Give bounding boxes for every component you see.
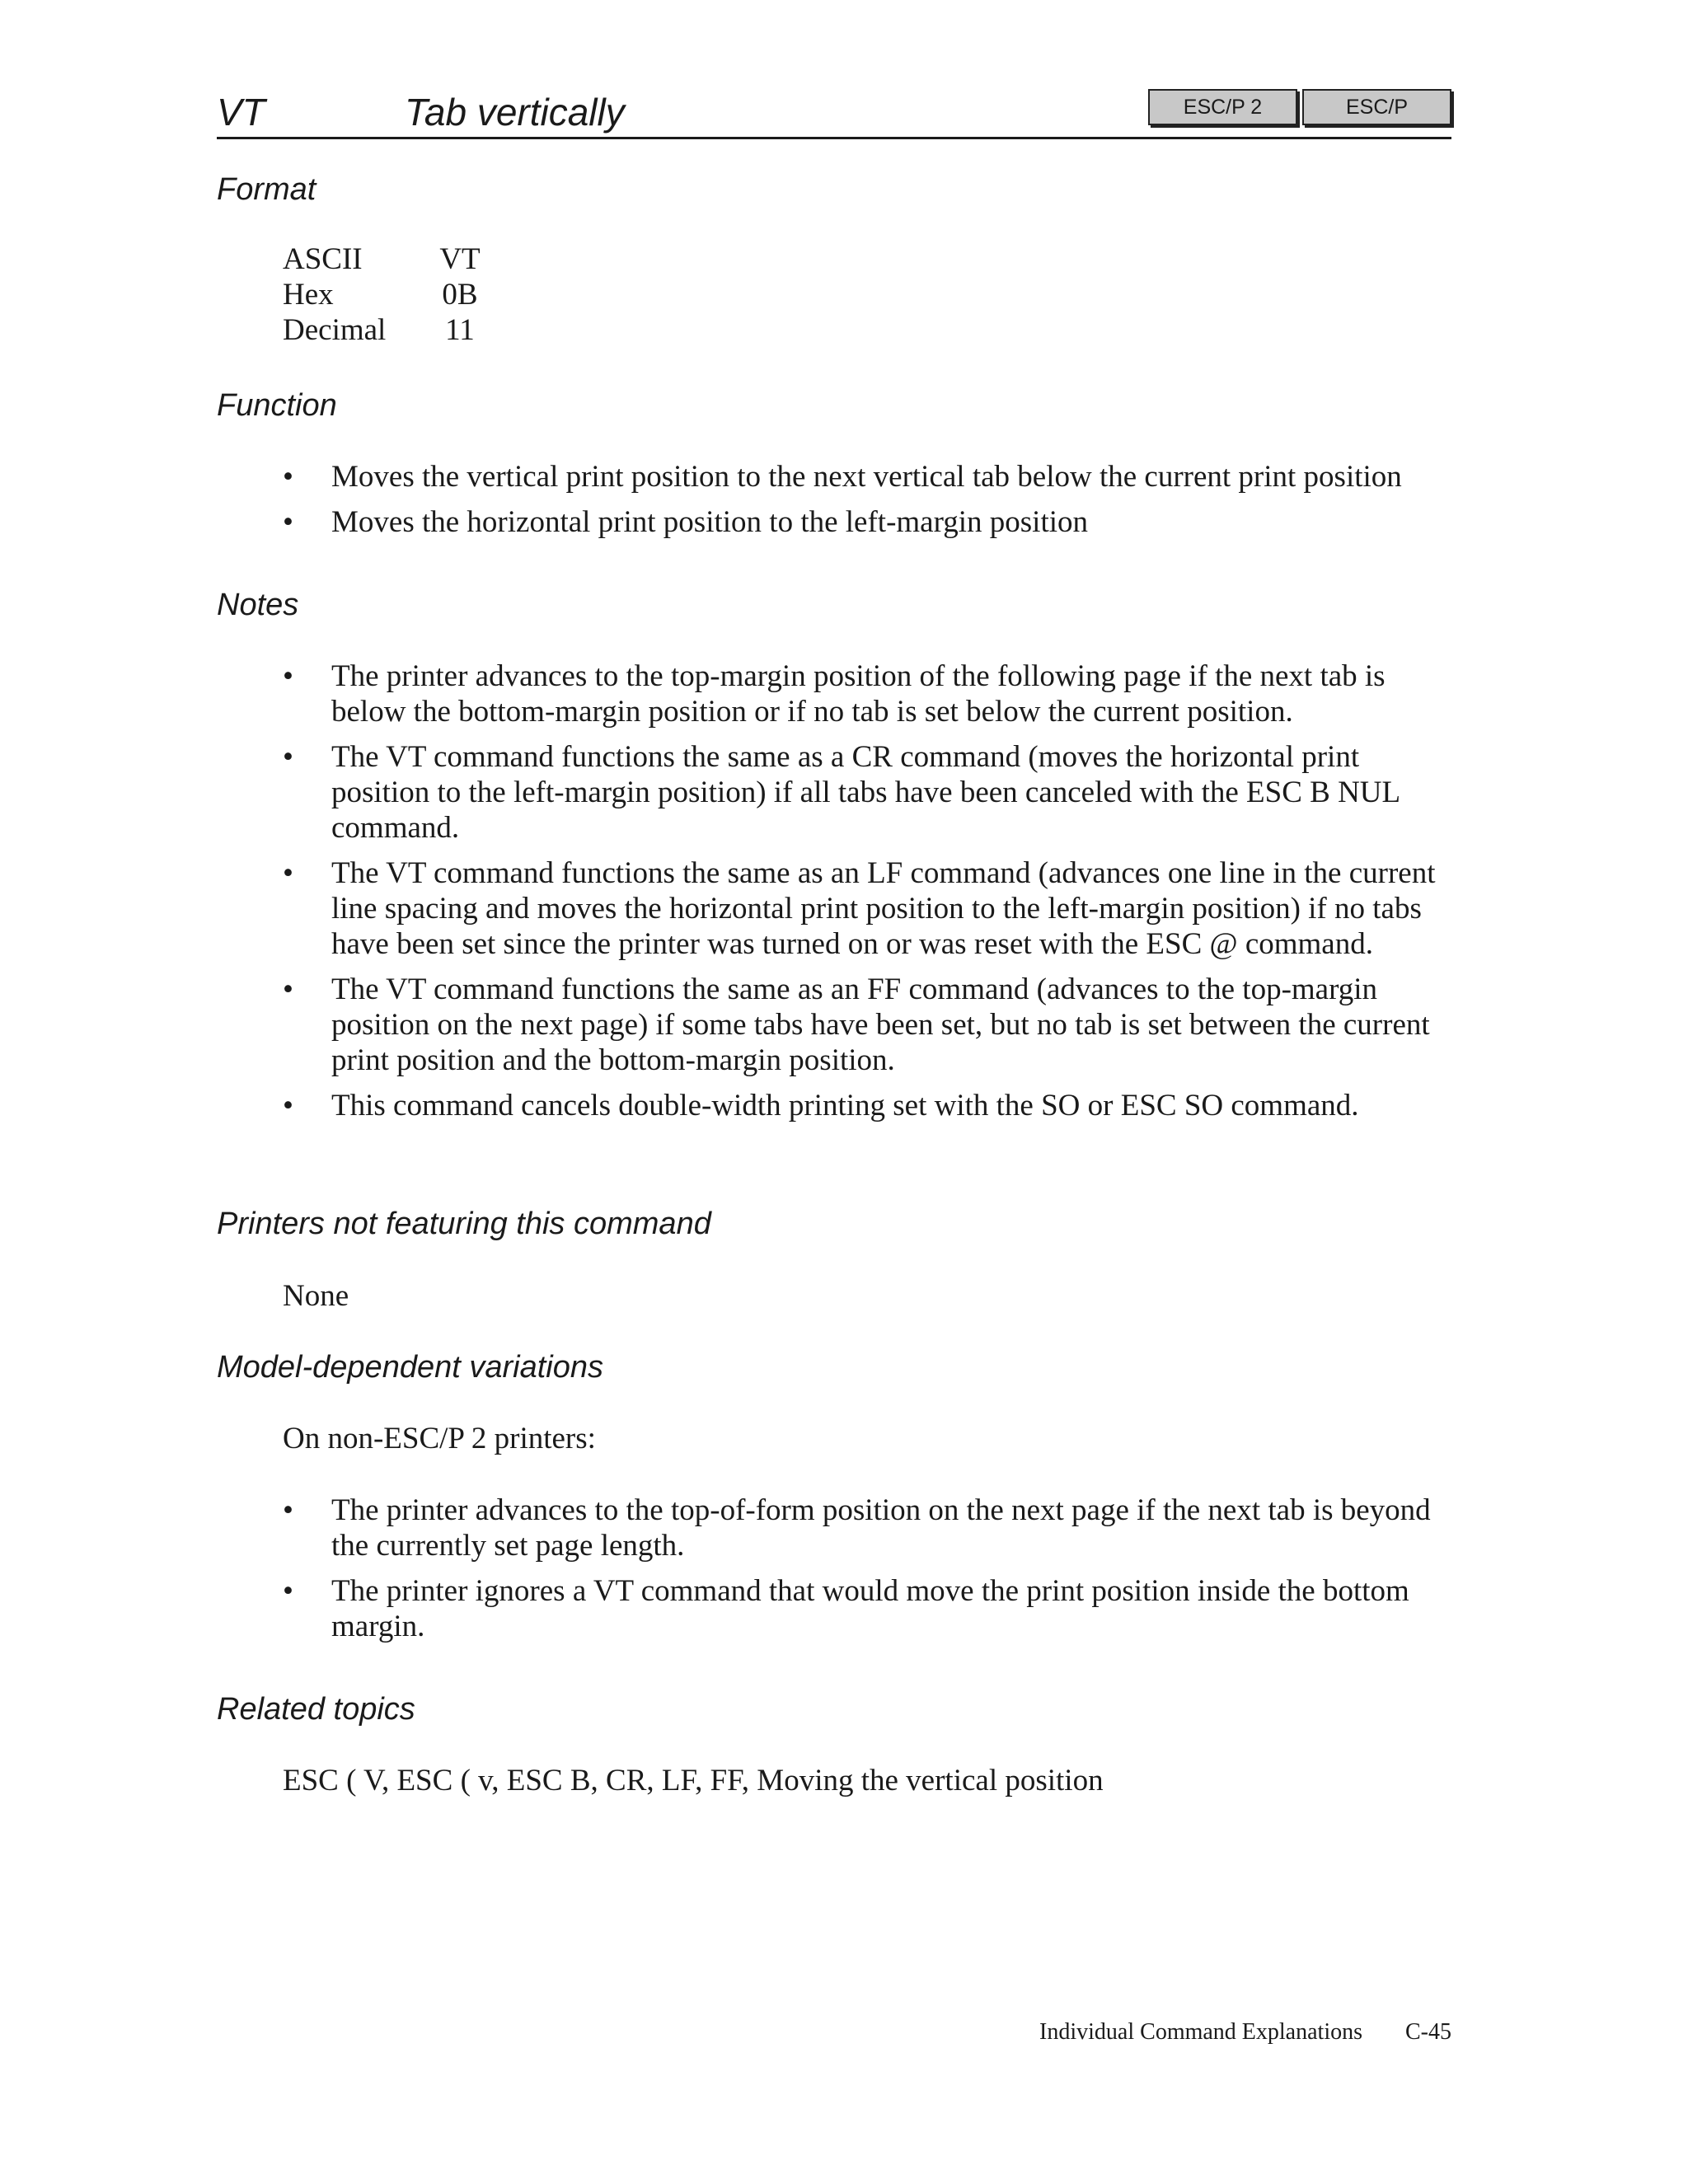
- command-title: Tab vertically: [405, 91, 625, 134]
- list-item: [283, 855, 1453, 962]
- page-number: C-45: [1405, 2019, 1451, 2045]
- model-variations-heading: Model-dependent variations: [217, 1350, 603, 1385]
- document-page: [217, 0, 1451, 2184]
- model-variations-list: [283, 1493, 1453, 1654]
- badge-escp2: ESC/P 2: [1148, 89, 1297, 125]
- format-row: [283, 241, 493, 277]
- list-item: [283, 972, 1453, 1078]
- page-footer: [1039, 2018, 1451, 2047]
- list-item: [283, 1573, 1453, 1644]
- list-item-text: The printer advances to the top-of-form position on the next page if the next tab is beyond the currently set page length.: [331, 1493, 1431, 1563]
- format-table: [283, 241, 493, 348]
- footer-section-title: Individual Command Explanations: [1039, 2019, 1362, 2045]
- format-value: VT: [439, 242, 481, 276]
- function-list: [283, 459, 1453, 550]
- list-item: [283, 658, 1453, 729]
- bullet: •: [283, 740, 293, 774]
- list-item-text: The VT command functions the same as an FF command (advances to the top-margin position on the next page) if some tabs have been set, but no tab is set between the current print position and the bottom-margin position.: [331, 972, 1430, 1077]
- format-value: 0B: [442, 278, 478, 312]
- list-item-text: The printer advances to the top-margin position of the following page if the next tab is below the bottom-margin position or if no tab is set below the current position.: [331, 659, 1386, 729]
- command-name: VT: [217, 91, 265, 134]
- model-variations-intro: On non-ESC/P 2 printers:: [283, 1422, 596, 1455]
- bullet: •: [283, 1493, 293, 1527]
- bullet: •: [283, 505, 293, 539]
- list-item-text: Moves the horizontal print position to the left-margin position: [331, 505, 1089, 539]
- list-item-text: Moves the vertical print position to the next vertical tab below the current print position: [331, 460, 1402, 494]
- list-item-text: The VT command functions the same as an LF command (advances one line in the current line spacing and moves the horizontal print position to the left-margin position) if no tabs have been set since the printer was turned on or was reset with the ESC @ command.: [331, 856, 1436, 961]
- list-item-text: The VT command functions the same as a CR command (moves the horizontal print position to the left-margin position) if all tabs have been canceled with the ESC B NUL command.: [331, 740, 1400, 845]
- page-header: [217, 82, 1451, 139]
- badge-escp: ESC/P: [1302, 89, 1451, 125]
- related-topics-heading: Related topics: [217, 1692, 415, 1727]
- bullet: •: [283, 1574, 293, 1608]
- bullet: •: [283, 856, 293, 890]
- function-heading: Function: [217, 388, 337, 423]
- bullet: •: [283, 659, 293, 693]
- format-label: ASCII: [283, 242, 363, 276]
- printers-not-featuring-heading: Printers not featuring this command: [217, 1207, 711, 1241]
- printers-not-featuring-text: None: [283, 1279, 349, 1313]
- format-row: [283, 277, 493, 312]
- bullet: •: [283, 1089, 293, 1122]
- format-heading: Format: [217, 172, 316, 207]
- list-item: [283, 1088, 1453, 1123]
- list-item: [283, 504, 1453, 540]
- list-item: [283, 739, 1453, 846]
- compatibility-badges: [1148, 89, 1451, 125]
- list-item-text: The printer ignores a VT command that would move the print position inside the bottom margin.: [331, 1574, 1409, 1643]
- notes-list: [283, 658, 1453, 1133]
- format-row: [283, 312, 493, 348]
- format-value: 11: [445, 313, 475, 347]
- list-item: [283, 1493, 1453, 1563]
- format-label: Hex: [283, 278, 334, 312]
- related-topics-text: ESC ( V, ESC ( v, ESC B, CR, LF, FF, Moving the vertical position: [283, 1764, 1104, 1797]
- list-item: [283, 459, 1453, 494]
- bullet: •: [283, 972, 293, 1006]
- notes-heading: Notes: [217, 588, 299, 622]
- list-item-text: This command cancels double-width printing set with the SO or ESC SO command.: [331, 1089, 1359, 1122]
- bullet: •: [283, 460, 293, 494]
- format-label: Decimal: [283, 313, 387, 347]
